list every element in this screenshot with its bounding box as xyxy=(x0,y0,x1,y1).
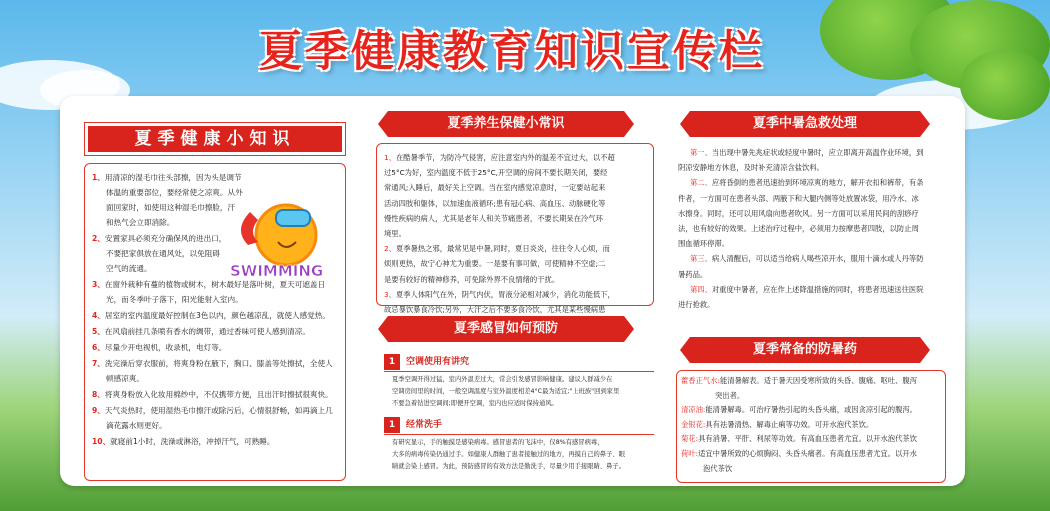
flu-heading: 夏季感冒如何预防 xyxy=(388,316,624,342)
list-item: 5、在风扇前挂几条喷有香水的绸带，通过香味可使人感到清凉。 xyxy=(92,327,310,336)
list-item: 7、洗完澡后穿衣服前，将爽身粉在腋下，胸口、膝盖等处擦拭，全使人 顿感凉爽。 xyxy=(92,359,333,383)
subsection-handwashing: 1 经常洗手 xyxy=(384,417,654,433)
medicine-list xyxy=(681,374,943,476)
health-tips-list xyxy=(92,170,342,450)
care-list xyxy=(384,150,650,315)
list-item: 2、安置家具必须充分确保风的进出口， 不要把家俱放在通风处，以免阻碍 空气的流通。 xyxy=(92,234,227,273)
page-title: 夏季健康教育知识宣传栏 xyxy=(259,27,765,77)
list-item: 1、在酷暑季节，为防冷气侵害，应注意室内外的温差不宜过大，以不超 过5°C为好，室内温度不低于25°C,开空调的房间不要长期关闭，要经 常通风;入睡后，最好关上空调。当在室内感觉凉意时，一定要站起来 活动四肢和躯体，以加速血液循环;患有冠心病、高血压、动脉硬化等 慢性疾病的病人，尤其是老年人和关节痛患者，不要长期呆在冷气环 境里。 xyxy=(384,153,615,239)
health-tips-banner xyxy=(84,122,346,156)
care-heading: 夏季养生保健小常识 xyxy=(388,111,624,137)
health-tips-heading: 夏季健康小知识 xyxy=(88,126,342,152)
first-aid-list xyxy=(678,145,942,312)
list-item: 第三、病人清醒后，可以适当给病人喝些凉开水，服用十滴水或人丹等防 暑药品。 xyxy=(678,254,924,279)
list-item: 8、将爽身粉放入化妆用棉纱中，不仅携带方便，且出汗时擦拭很爽快。 xyxy=(92,390,333,399)
handwashing-text: 有研究显示，手的触摸是感染病毒。感冒患者的飞沫中，仅8%有感冒病毒， 大多的病毒传染仍通过手。如健康人群触了患者接触过的地方，再摸自己的鼻子、眼 睛就会染上感冒。为此，预防感冒的有效方法是勤洗手，尽量少用手接眼睛、鼻子。 xyxy=(392,439,625,470)
list-item: 2、夏季暑热之邪，最常见是中暑,同时，夏日炎炎，往往令人心烦，而 烦则更热，故宁心神尤为重要。一是要有事可做，可使精神不空虚;二 是要有较好的精神修养，可免除外界不良情绪的干扰。 xyxy=(384,244,610,284)
list-item: 金银花:具有祛暑清热、解毒止痢等功效。可开水泡代茶饮。 xyxy=(681,419,874,429)
list-item: 第一、当出现中暑先兆症状或轻度中暑时，应立即离开高温作业环境，到 阴凉安静地方休息，及时补充清凉含盐饮料。 xyxy=(678,148,924,173)
first-aid-heading: 夏季中暑急救处理 xyxy=(690,111,920,137)
list-item: 第二、应将昏倒的患者迅速抬到环境凉爽的地方，解开衣扣和裤带，有条 件者，一方面可在患者头部、两腋下和大腿内侧等处放置冰袋，用冷水、冰 水擦身。同时，还可以用风扇向患者吹风。另一方面可以采用民间的刮痧疗 法，也有较好的效果。上述治疗过程中，必须用力按摩患者四肢，以防止周 围血循环停滞。 xyxy=(678,178,924,249)
list-item: 藿香正气水:能清暑解表。适于暑天因受寒所致的头昏、腹痛、呕吐、腹泻 突出者。 xyxy=(681,376,917,400)
subsection-ac-usage: 1 空调使用有讲究 xyxy=(384,354,654,370)
list-item: 1、用清凉的湿毛巾往头部擦，因为头是调节 体温的重要部位，要经常使之凉爽。从外 面回家时，如使用这种湿毛巾擦脸，汗 和热气会立即消除。 xyxy=(92,173,243,227)
list-item: 3、夏季人体阳气在外，阴气内伏，胃液分泌相对减少，消化功能低下， 故忌暴饮暴食冷饮;另外，大汗之后不要多食冷饮，尤其是某些慢病患 xyxy=(384,289,615,315)
list-item: 荷叶:适宜中暑所致的心烦胸闷、头昏头痛者。有高血压患者尤宜。以开水 泡代茶饮 xyxy=(681,448,917,473)
list-item: 3、在窗外栽种有蔓的植物或树木，树木最好是落叶树，夏天可遮盖日 光，而冬季叶子落下，阳光能射入室内。 xyxy=(92,280,326,304)
list-item: 6、尽量少开电视机，收录机，电灯等。 xyxy=(92,343,227,352)
list-item: 10、就寝前1小时，洗澡或淋浴，冲掉汗气，可熟睡。 xyxy=(92,437,275,446)
ac-usage-text: 夏季空调开得过猛，室内外温差过大，常会引发感冒影响健康。建议人群减少在 空调房间里的时间，一般空调温度与室外温度相差4°C最为适宜;"上班族"回到家里 不要急着钻进空调间;即便开空调，室内也应适时保持通风。 xyxy=(392,376,620,407)
list-item: 4、居室的室内温度最好控制在3色以内，颜色越凉乱，就使人感觉热。 xyxy=(92,311,330,320)
list-item: 菊花:具有消暑、平肝、利尿等功效。有高血压患者尤宜。以开水泡代茶饮 xyxy=(681,434,917,444)
medicine-heading: 夏季常备的防暑药 xyxy=(690,337,920,363)
list-item: 第四、对重度中暑者，应在作上述降温措施的同时，将患者迅速送往医院 进行抢救。 xyxy=(678,284,924,310)
list-item: 9、天气炎热时，使用湿热毛巾擦汗或除污后，心情很舒畅，如再滴上几 滴花露水则更好。 xyxy=(92,406,333,430)
list-item: 清凉油:能清暑解毒。可治疗暑热引起的头昏头痛，或因贪凉引起的腹泻。 xyxy=(681,405,917,415)
sun-swimming-text: SWIMMING xyxy=(230,262,324,280)
